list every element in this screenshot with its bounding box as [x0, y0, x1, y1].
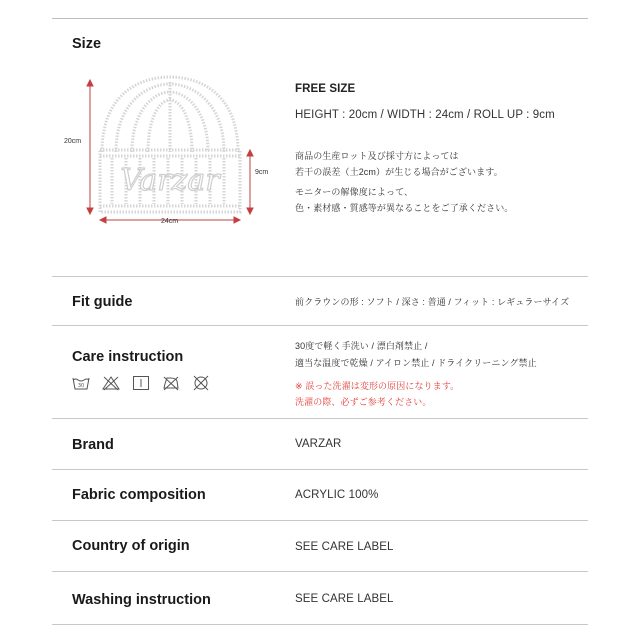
rollup-label: 9cm	[255, 169, 269, 176]
divider-fabric	[52, 520, 588, 521]
monitor-note-line1: モニターの解像度によって、	[295, 187, 414, 197]
fabric-label: Fabric composition	[72, 487, 206, 503]
fit-guide-label: Fit guide	[72, 294, 133, 310]
height-arrow	[87, 80, 93, 214]
rollup-arrow	[247, 150, 253, 214]
no-dry-clean-icon	[192, 375, 210, 391]
washing-label: Washing instruction	[72, 592, 211, 608]
no-iron-icon	[162, 375, 180, 391]
care-line2: 適当な温度で乾燥 / アイロン禁止 / ドライクリーニング禁止	[295, 358, 537, 368]
brand-value: VARZAR	[295, 438, 342, 450]
divider-origin	[52, 571, 588, 572]
size-label: Size	[72, 36, 102, 52]
care-line1: 30度で軽く手洗い / 漂白剤禁止 /	[295, 341, 428, 351]
care-instruction-label: Care instruction	[72, 349, 184, 365]
top-divider	[52, 18, 588, 19]
washing-value: SEE CARE LABEL	[295, 593, 394, 605]
care-icons-row	[72, 375, 210, 391]
divider-fit	[52, 325, 588, 326]
height-label: 20cm	[64, 138, 82, 145]
size-dimensions: HEIGHT : 20cm / WIDTH : 24cm / ROLL UP : 9cm	[295, 109, 555, 121]
care-warning1: ※ 誤った洗濯は変形の原因になります。	[295, 381, 460, 391]
hand-wash-icon	[72, 375, 90, 391]
brand-label: Brand	[72, 437, 114, 453]
divider-care	[52, 418, 588, 419]
fabric-value: ACRYLIC 100%	[295, 489, 379, 501]
divider-brand	[52, 469, 588, 470]
size-note-line2: 若干の誤差（土2cm）が生じる場合がございます。	[295, 167, 503, 177]
svg-text:30: 30	[77, 383, 85, 389]
beanie-size-diagram	[60, 72, 280, 234]
origin-label: Country of origin	[72, 538, 190, 554]
divider-size	[52, 276, 588, 277]
care-warning2: 洗濯の際、必ずご参考ください。	[295, 397, 432, 407]
no-bleach-icon	[102, 375, 120, 391]
origin-value: SEE CARE LABEL	[295, 541, 394, 553]
beanie-logo: Varzar	[120, 163, 220, 198]
monitor-note-line2: 色・素材感・質感等が異なることをご了承ください。	[295, 203, 514, 213]
dry-icon	[132, 375, 150, 391]
divider-washing	[52, 624, 588, 625]
width-label: 24cm	[161, 218, 179, 225]
size-note-line1: 商品の生産ロット及び採寸方によっては	[295, 151, 459, 161]
free-size-title: FREE SIZE	[295, 83, 356, 95]
fit-guide-value: 前クラウンの形 : ソフト / 深さ : 普通 / フィット : レギュラーサイズ	[295, 297, 570, 307]
